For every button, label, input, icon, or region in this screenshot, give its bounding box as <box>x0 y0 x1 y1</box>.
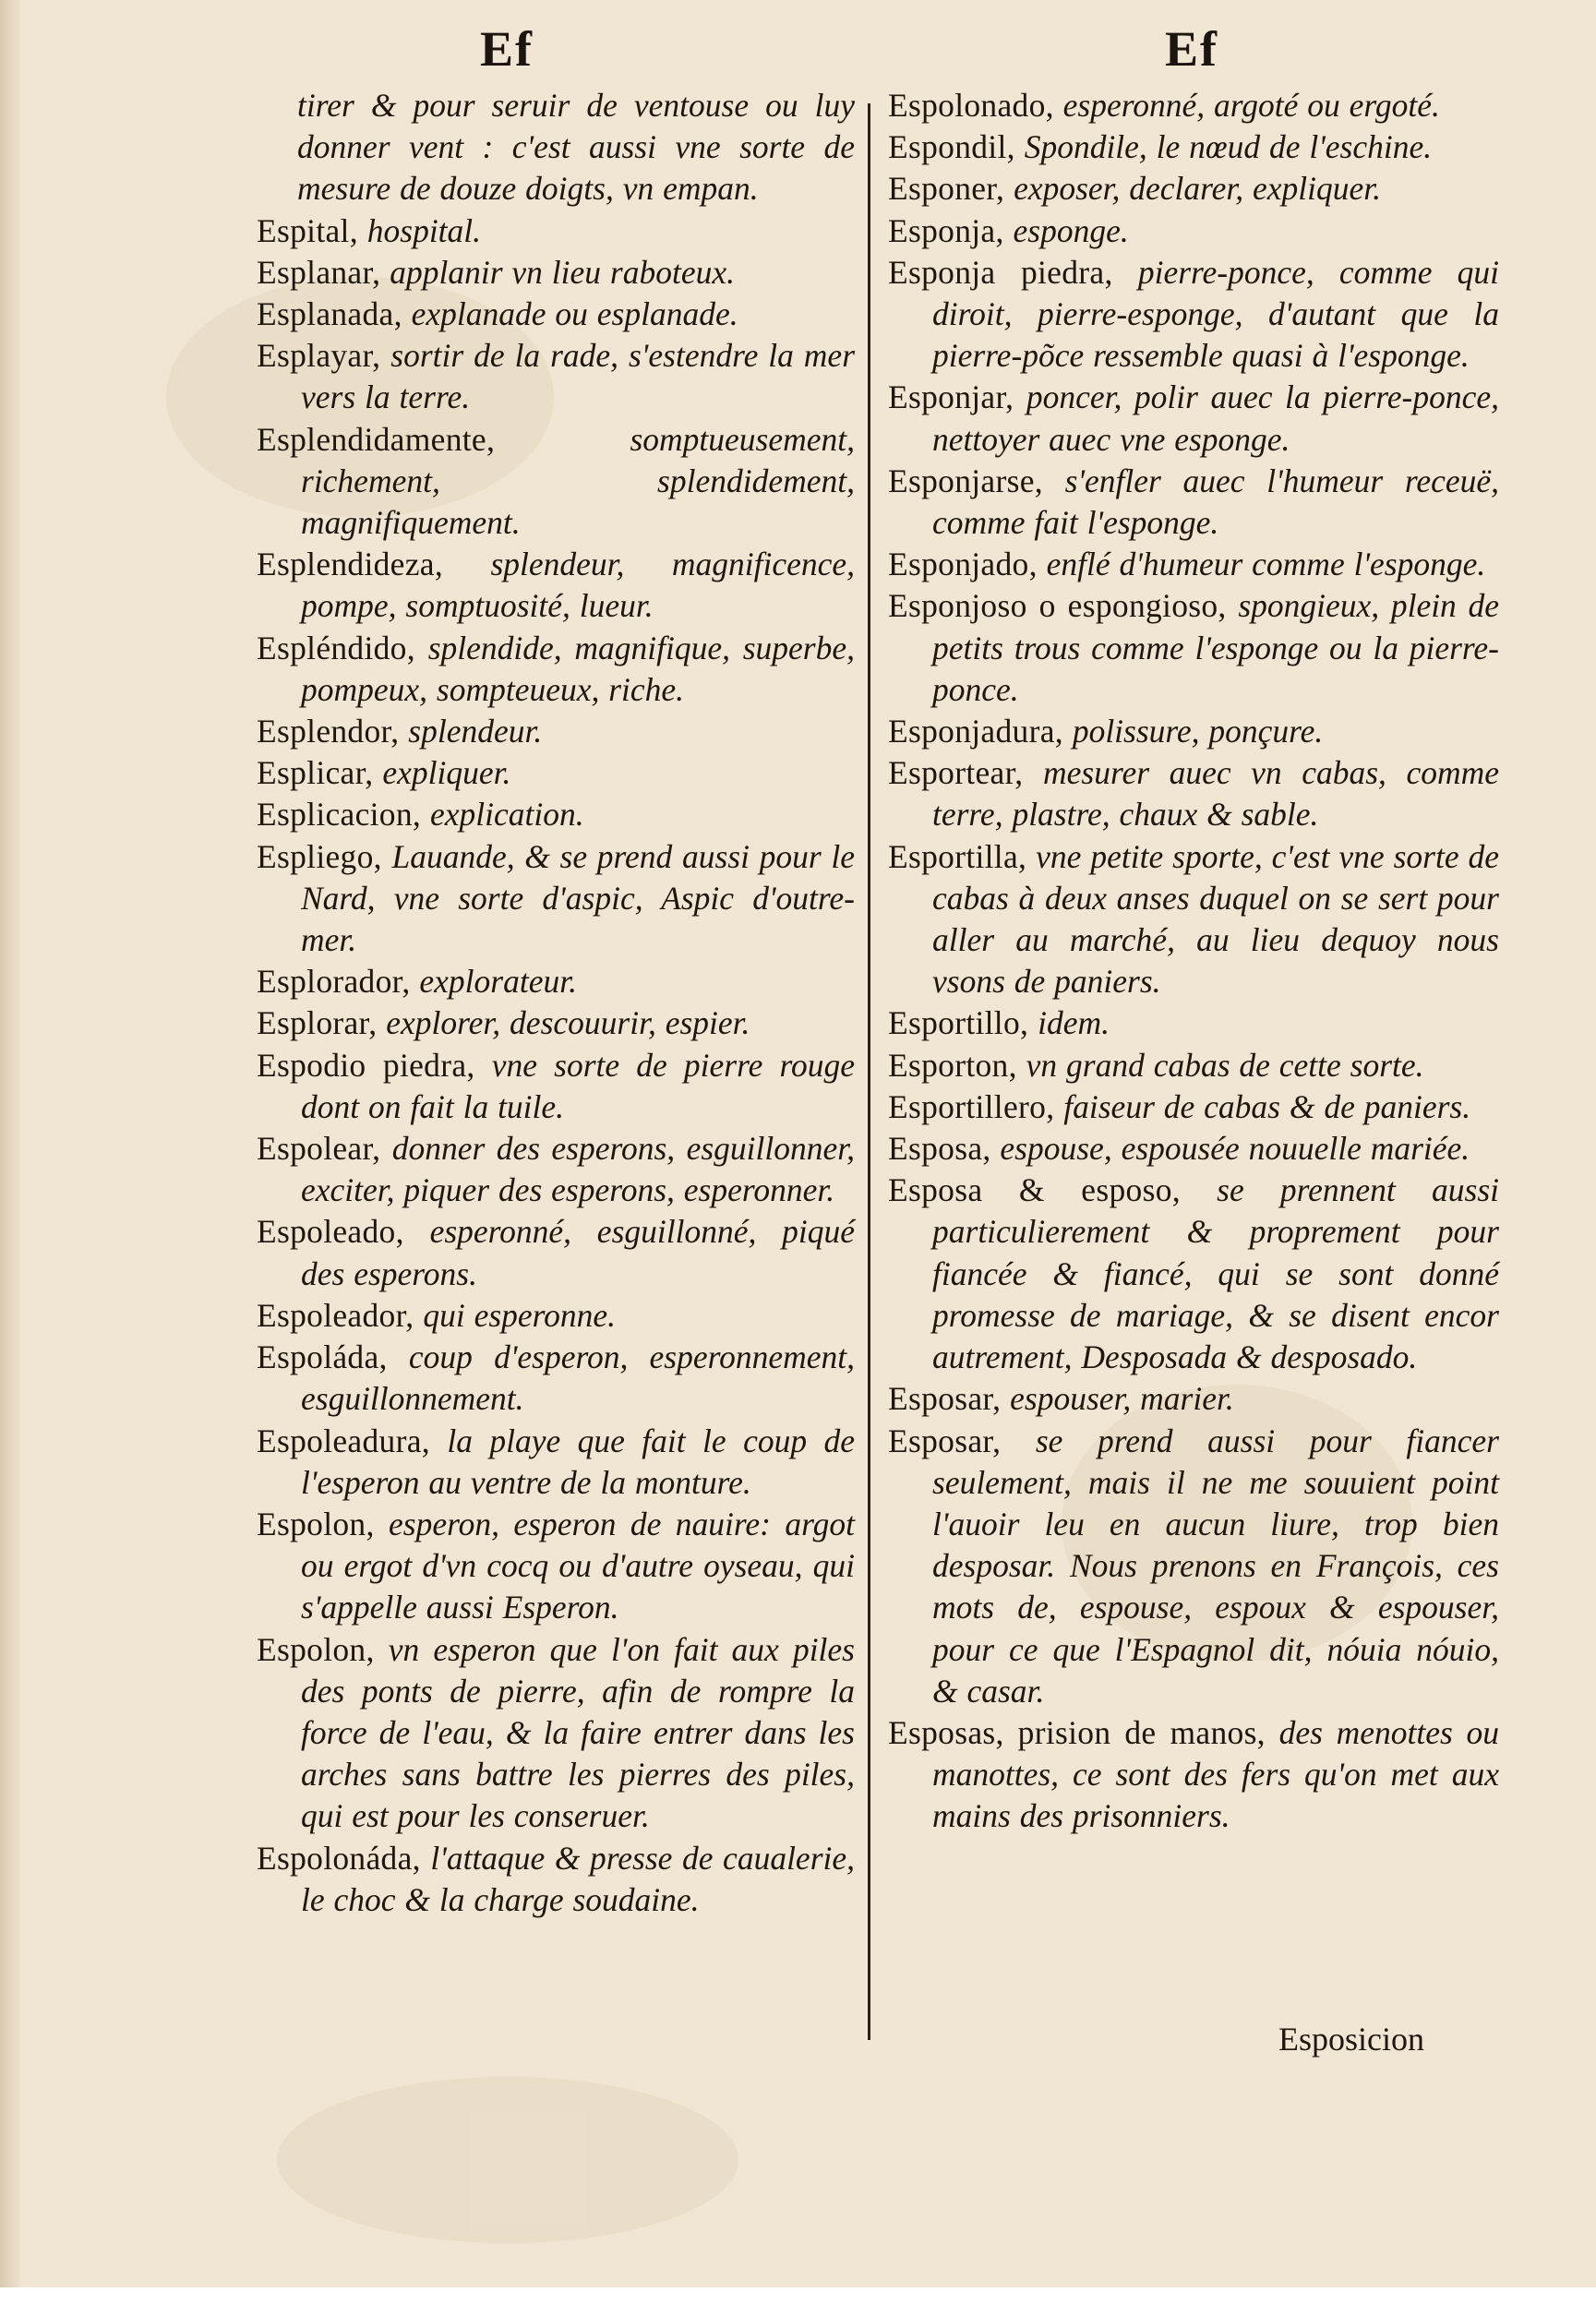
dictionary-entry <box>888 126 1499 168</box>
entry-headword: Esponjado, <box>888 546 1038 583</box>
entry-definition: vne petite sporte, c'est vne sorte de cabas à deux anses duquel on se sert pour aller au marché, au lieu dequoy nous vsons de paniers. <box>932 837 1500 1001</box>
dictionary-entry <box>257 419 855 545</box>
entry-headword: Esposar, <box>888 1422 1002 1459</box>
dictionary-entry <box>257 1002 855 1044</box>
dictionary-entry <box>257 628 855 711</box>
entry-definition: Lauande, & se prend aussi pour le Nard, vne sorte d'aspic, Aspic d'outre-mer. <box>301 837 855 959</box>
entry-definition: explication. <box>429 796 584 834</box>
entry-definition: esperonné, esguillonné, piqué des esperons. <box>301 1213 856 1292</box>
entry-definition: spongieux, plein de petits trous comme l'esponge ou la pierre-ponce. <box>932 587 1500 708</box>
dictionary-entry <box>888 461 1499 544</box>
dictionary-entry <box>257 711 855 752</box>
entry-definition: polissure, ponçure. <box>1072 713 1324 750</box>
dictionary-entry <box>257 1128 855 1211</box>
entry-definition: applanir vn lieu raboteux. <box>390 253 735 291</box>
entry-headword: Esplicacion, <box>257 796 422 834</box>
dictionary-entry <box>257 85 855 210</box>
entry-headword: Esplendideza, <box>257 546 444 583</box>
dictionary-entry <box>888 585 1499 711</box>
dictionary-entry <box>888 1712 1499 1838</box>
scan-margin <box>0 2287 1596 2304</box>
dictionary-entry <box>888 1002 1499 1044</box>
dictionary-entry <box>888 1128 1499 1170</box>
dictionary-entry <box>257 961 855 1002</box>
entry-headword: Espolonáda, <box>257 1839 421 1877</box>
dictionary-entry <box>257 210 855 252</box>
dictionary-entry <box>888 711 1499 752</box>
entry-headword: Esponjarse, <box>888 462 1043 499</box>
entry-definition: tirer & pour seruir de ventouse ou luy donner vent : c'est aussi vne sorte de mesure de douze doigts, vn empan. <box>297 87 855 208</box>
entry-headword: Esposa & esposo, <box>888 1171 1181 1209</box>
entry-definition: espouser, marier. <box>1010 1380 1234 1418</box>
running-head-right: Ef <box>1165 21 1218 77</box>
entry-definition: explanade ou esplanade. <box>411 295 738 333</box>
entry-headword: Espodio piedra, <box>257 1046 475 1084</box>
entry-headword: Espliego, <box>257 837 382 875</box>
entry-headword: Espoleadura, <box>257 1422 430 1459</box>
page-gutter-edge <box>0 0 20 2304</box>
entry-definition: des menottes ou manottes, ce sont des fers qu'on met aux mains des prisonniers. <box>932 1713 1500 1835</box>
entry-definition: se prend aussi pour fiancer seulement, mais il ne me souuient point l'auoir leu en aucun liure, trop bien desposar. Nous prenons en François, ces mots de, espouse, espoux & espouser, pour ce que l'Espagnol dit, nóuia nóuio, & casar. <box>932 1422 1499 1710</box>
entry-definition: l'attaque & presse de caualerie, le choc & la charge soudaine. <box>301 1839 855 1918</box>
entry-headword: Esplanada, <box>257 295 402 333</box>
entry-headword: Espondil, <box>888 128 1015 166</box>
entry-definition: hospital. <box>366 211 482 249</box>
entry-definition: qui esperonne. <box>423 1296 617 1334</box>
dictionary-entry <box>257 335 855 418</box>
entry-definition: esponge. <box>1013 211 1129 249</box>
entry-definition: coup d'esperon, esperonnement, esguillonnement. <box>301 1338 856 1418</box>
entry-headword: Espoleador, <box>257 1296 414 1334</box>
dictionary-entry <box>888 168 1499 210</box>
entry-headword: Esponjoso o espongioso, <box>888 587 1227 625</box>
dictionary-entry <box>888 836 1499 1003</box>
entry-headword: Esplicar, <box>257 754 374 792</box>
entry-headword: Esportillero, <box>888 1087 1055 1125</box>
entry-definition: mesurer auec vn cabas, comme terre, plastre, chaux & sable. <box>932 754 1499 834</box>
dictionary-entry <box>888 1421 1499 1712</box>
entry-headword: Espital, <box>257 211 358 249</box>
column-rule <box>868 103 870 2040</box>
paper-stain <box>277 2077 738 2243</box>
entry-headword: Esporton, <box>888 1046 1017 1084</box>
dictionary-entry <box>257 752 855 794</box>
dictionary-entry <box>888 1170 1499 1378</box>
entry-definition: idem. <box>1038 1004 1110 1042</box>
dictionary-entry <box>257 1838 855 1921</box>
entry-headword: Esposa, <box>888 1130 991 1168</box>
dictionary-entry <box>888 377 1499 460</box>
entry-headword: Esplendidamente, <box>257 420 496 458</box>
entry-headword: Esposas, prision de manos, <box>888 1713 1266 1751</box>
dictionary-entry <box>888 1045 1499 1086</box>
entry-definition: vn grand cabas de cette sorte. <box>1026 1046 1424 1084</box>
entry-headword: Esplanar, <box>257 253 381 291</box>
entry-definition: splendide, magnifique, superbe, pompeux, sompteueux, riche. <box>301 629 856 708</box>
entry-definition: somptueusement, richement, splendidement, magnifiquement. <box>301 420 855 542</box>
dictionary-entry <box>888 752 1499 835</box>
entry-headword: Espoláda, <box>257 1338 388 1376</box>
entry-definition: expliquer. <box>382 754 511 792</box>
dictionary-entry <box>257 836 855 962</box>
entry-headword: Espolonado, <box>888 87 1054 124</box>
entry-headword: Espolon, <box>257 1630 375 1668</box>
entry-definition: vn esperon que l'on fait aux piles des ponts de pierre, afin de rompre la force de l'eau, & la faire entrer dans les arches sans battre les pierres des piles, qui est pour les conseruer. <box>301 1630 855 1835</box>
dictionary-entry <box>888 1378 1499 1420</box>
entry-definition: explorer, descouurir, espier. <box>386 1004 750 1042</box>
entry-headword: Esponja piedra, <box>888 253 1113 291</box>
entry-headword: Esportear, <box>888 754 1024 792</box>
entry-headword: Espoleado, <box>257 1213 404 1251</box>
entry-definition: la playe que fait le coup de l'esperon au ventre de la monture. <box>301 1422 855 1501</box>
dictionary-entry <box>888 210 1499 252</box>
entry-headword: Esponer, <box>888 170 1005 208</box>
entry-definition: splendeur. <box>408 713 543 750</box>
catchword: Esposicion <box>1278 2021 1424 2058</box>
entry-definition: enflé d'humeur comme l'esponge. <box>1046 546 1486 583</box>
entry-headword: Esportillo, <box>888 1004 1029 1042</box>
entry-headword: Esponjar, <box>888 378 1014 416</box>
dictionary-entry <box>257 544 855 627</box>
entry-definition: splendeur, magnificence, pompe, somptuosité, lueur. <box>301 546 856 625</box>
entry-definition: esperon, esperon de nauire: argot ou ergot d'vn cocq ou d'autre oyseau, qui s'appelle aussi Esperon. <box>301 1505 855 1626</box>
entry-headword: Espléndido, <box>257 629 415 666</box>
running-head-left: Ef <box>480 21 534 77</box>
entry-headword: Esponjadura, <box>888 713 1063 750</box>
entry-definition: vne sorte de pierre rouge dont on fait la tuile. <box>301 1046 855 1125</box>
entry-definition: Spondile, le nœud de l'eschine. <box>1024 128 1433 166</box>
dictionary-entry <box>257 794 855 835</box>
dictionary-entry <box>888 1086 1499 1128</box>
dictionary-entry <box>257 1211 855 1294</box>
entry-headword: Esplayar, <box>257 337 381 375</box>
entry-headword: Esportilla, <box>888 837 1027 875</box>
entry-headword: Esposar, <box>888 1380 1002 1418</box>
dictionary-entry <box>257 1629 855 1838</box>
entry-definition: sortir de la rade, s'estendre la mer vers la terre. <box>301 337 856 416</box>
left-column <box>257 85 855 1921</box>
entry-definition: poncer, polir auec la pierre-ponce, nettoyer auec vne esponge. <box>932 378 1499 458</box>
entry-definition: esperonné, argoté ou ergoté. <box>1062 87 1440 124</box>
entry-definition: pierre-ponce, comme qui diroit, pierre-esponge, d'autant que la pierre-põce ressemble quasi à l'esponge. <box>932 253 1499 375</box>
dictionary-entry <box>257 1045 855 1128</box>
entry-headword: Espolon, <box>257 1505 375 1542</box>
dictionary-entry <box>257 1504 855 1629</box>
entry-definition: exposer, declarer, expliquer. <box>1014 170 1382 208</box>
dictionary-entry <box>257 1337 855 1420</box>
entry-headword: Esplendor, <box>257 713 400 750</box>
dictionary-entry <box>257 252 855 294</box>
dictionary-entry <box>888 544 1499 585</box>
entry-definition: faiseur de cabas & de paniers. <box>1063 1087 1471 1125</box>
entry-definition: espouse, espousée nouuelle mariée. <box>1000 1130 1470 1168</box>
entry-definition: donner des esperons, esguillonner, exciter, piquer des esperons, esperonner. <box>301 1130 855 1209</box>
right-column <box>888 85 1499 1838</box>
dictionary-entry <box>257 1421 855 1504</box>
dictionary-entry <box>257 1295 855 1337</box>
dictionary-entry <box>888 252 1499 378</box>
entry-definition: s'enfler auec l'humeur receuë, comme fait l'esponge. <box>932 462 1499 542</box>
entry-headword: Esplorador, <box>257 963 411 1001</box>
dictionary-entry <box>888 85 1499 126</box>
entry-headword: Espolear, <box>257 1130 381 1168</box>
entry-headword: Esponja, <box>888 211 1004 249</box>
entry-definition: explorateur. <box>419 963 577 1001</box>
entry-definition: se prennent aussi particulierement & proprement pour fiancée & fiancé, qui se sont donné promesse de mariage, & se disent encor autrement, Desposada & desposado. <box>932 1171 1499 1376</box>
dictionary-entry <box>257 294 855 335</box>
entry-headword: Esplorar, <box>257 1004 378 1042</box>
